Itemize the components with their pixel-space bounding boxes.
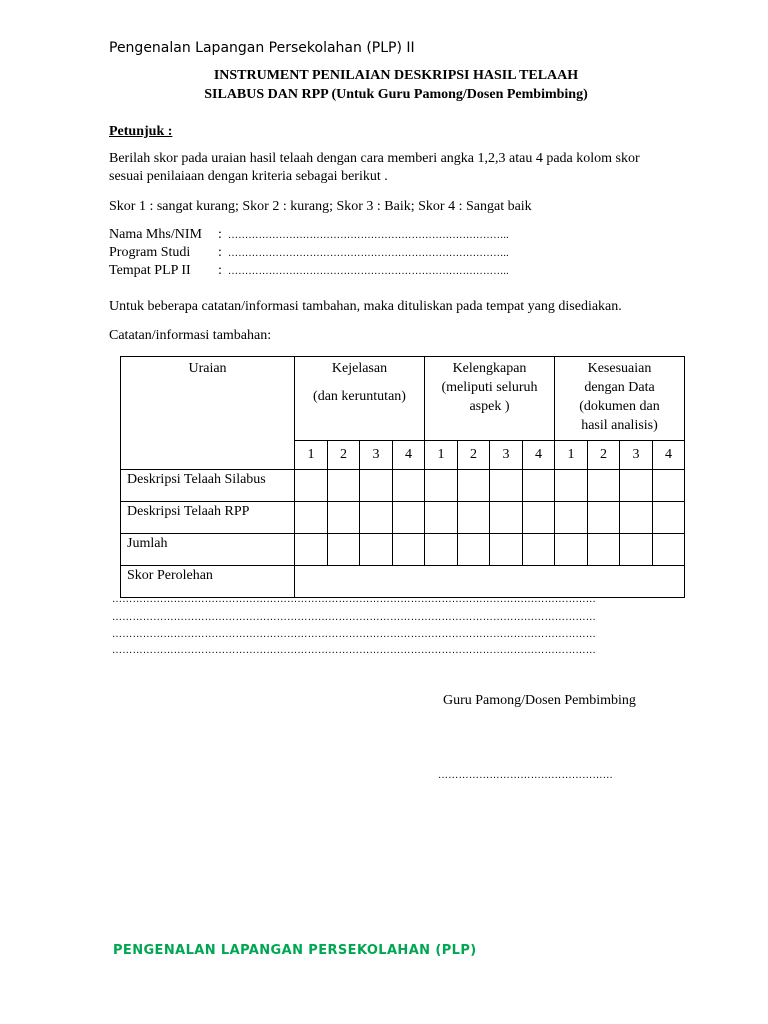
score-cell[interactable]	[555, 470, 588, 502]
catatan-label: Catatan/informasi tambahan:	[109, 328, 272, 343]
score-cell[interactable]	[360, 502, 393, 534]
score-number: 2	[588, 441, 620, 470]
score-cell[interactable]	[295, 534, 328, 566]
score-cell[interactable]	[653, 502, 685, 534]
instructions-line-1: Berilah skor pada uraian hasil telaah dengan cara memberi angka 1,2,3 atau 4 pada kolom skor	[109, 151, 640, 166]
table-row	[121, 566, 685, 598]
instructions-line-2: sesuai penilaiaan dengan kriteria sebagai berikut .	[109, 169, 388, 184]
field-tempat-plp	[0, 263, 768, 281]
title-line-2: SILABUS DAN RPP (Untuk Guru Pamong/Dosen Pembimbing)	[204, 87, 588, 102]
score-cell[interactable]	[490, 470, 523, 502]
table-row	[121, 470, 685, 502]
field-blank: ………………………………………………………………………..	[228, 248, 509, 259]
score-cell[interactable]	[653, 470, 685, 502]
score-cell[interactable]	[458, 502, 490, 534]
score-number: 3	[620, 441, 653, 470]
score-number: 1	[295, 441, 328, 470]
row-label: Deskripsi Telaah RPP	[121, 502, 295, 534]
score-number: 2	[328, 441, 360, 470]
instructions-heading: Petunjuk :	[109, 124, 173, 139]
signature-line: ……………………………………………	[438, 770, 614, 781]
score-cell[interactable]	[393, 502, 425, 534]
score-number: 4	[653, 441, 685, 470]
score-cell[interactable]	[360, 534, 393, 566]
note-line[interactable]: ……………………………………………………………………………………………………………………………	[112, 594, 597, 605]
score-cell[interactable]	[588, 534, 620, 566]
score-cell[interactable]	[360, 470, 393, 502]
score-cell[interactable]	[393, 470, 425, 502]
field-separator: :	[218, 227, 222, 242]
score-cell[interactable]	[458, 470, 490, 502]
field-label: Tempat PLP II	[109, 263, 191, 278]
score-number: 2	[458, 441, 490, 470]
header-kesesuaian: Kesesuaian dengan Data (dokumen dan hasil analisis)	[555, 357, 685, 441]
field-nama-nim	[0, 227, 768, 245]
field-separator: :	[218, 245, 222, 260]
score-cell[interactable]	[295, 470, 328, 502]
header-kelengkapan: Kelengkapan (meliputi seluruh aspek )	[425, 357, 555, 441]
score-cell[interactable]	[588, 470, 620, 502]
document-header: Pengenalan Lapangan Persekolahan (PLP) II	[109, 40, 415, 56]
score-number: 3	[490, 441, 523, 470]
row-label: Deskripsi Telaah Silabus	[121, 470, 295, 502]
score-cell[interactable]	[555, 534, 588, 566]
field-blank: ………………………………………………………………………..	[228, 230, 509, 241]
signature-role: Guru Pamong/Dosen Pembimbing	[443, 693, 636, 708]
score-cell[interactable]	[620, 502, 653, 534]
header-kejelasan: Kejelasan (dan keruntutan)	[295, 357, 425, 441]
score-number: 4	[523, 441, 555, 470]
score-cell[interactable]	[588, 502, 620, 534]
score-cell[interactable]	[555, 502, 588, 534]
score-cell[interactable]	[425, 534, 458, 566]
note-line[interactable]: ……………………………………………………………………………………………………………………………	[112, 629, 597, 640]
skor-perolehan-cell[interactable]	[295, 566, 685, 598]
score-number: 3	[360, 441, 393, 470]
assessment-table	[120, 356, 685, 598]
score-cell[interactable]	[295, 502, 328, 534]
score-cell[interactable]	[328, 470, 360, 502]
score-criteria: Skor 1 : sangat kurang; Skor 2 : kurang; Skor 3 : Baik; Skor 4 : Sangat baik	[109, 199, 532, 214]
note-text: Untuk beberapa catatan/informasi tambahan, maka dituliskan pada tempat yang disediakan.	[109, 299, 622, 314]
score-cell[interactable]	[523, 502, 555, 534]
score-cell[interactable]	[653, 534, 685, 566]
score-cell[interactable]	[393, 534, 425, 566]
score-number: 4	[393, 441, 425, 470]
score-cell[interactable]	[458, 534, 490, 566]
score-cell[interactable]	[523, 534, 555, 566]
page-footer: PENGENALAN LAPANGAN PERSEKOLAHAN (PLP)	[113, 943, 477, 958]
field-separator: :	[218, 263, 222, 278]
table-row	[121, 534, 685, 566]
title-line-1: INSTRUMENT PENILAIAN DESKRIPSI HASIL TELAAH	[213, 68, 579, 83]
row-label: Skor Perolehan	[121, 566, 295, 598]
score-cell[interactable]	[328, 502, 360, 534]
field-label: Nama Mhs/NIM	[109, 227, 202, 242]
score-number: 1	[555, 441, 588, 470]
score-cell[interactable]	[620, 534, 653, 566]
field-blank: ………………………………………………………………………..	[228, 266, 509, 277]
row-label: Jumlah	[121, 534, 295, 566]
field-program-studi	[0, 245, 768, 263]
score-number: 1	[425, 441, 458, 470]
field-label: Program Studi	[109, 245, 191, 260]
score-cell[interactable]	[328, 534, 360, 566]
score-cell[interactable]	[490, 534, 523, 566]
note-line[interactable]: ……………………………………………………………………………………………………………………………	[112, 645, 597, 656]
score-cell[interactable]	[425, 502, 458, 534]
header-uraian: Uraian	[121, 357, 295, 470]
score-cell[interactable]	[523, 470, 555, 502]
score-cell[interactable]	[490, 502, 523, 534]
score-cell[interactable]	[425, 470, 458, 502]
note-line[interactable]: ……………………………………………………………………………………………………………………………	[112, 612, 597, 623]
table-row	[121, 502, 685, 534]
score-cell[interactable]	[620, 470, 653, 502]
